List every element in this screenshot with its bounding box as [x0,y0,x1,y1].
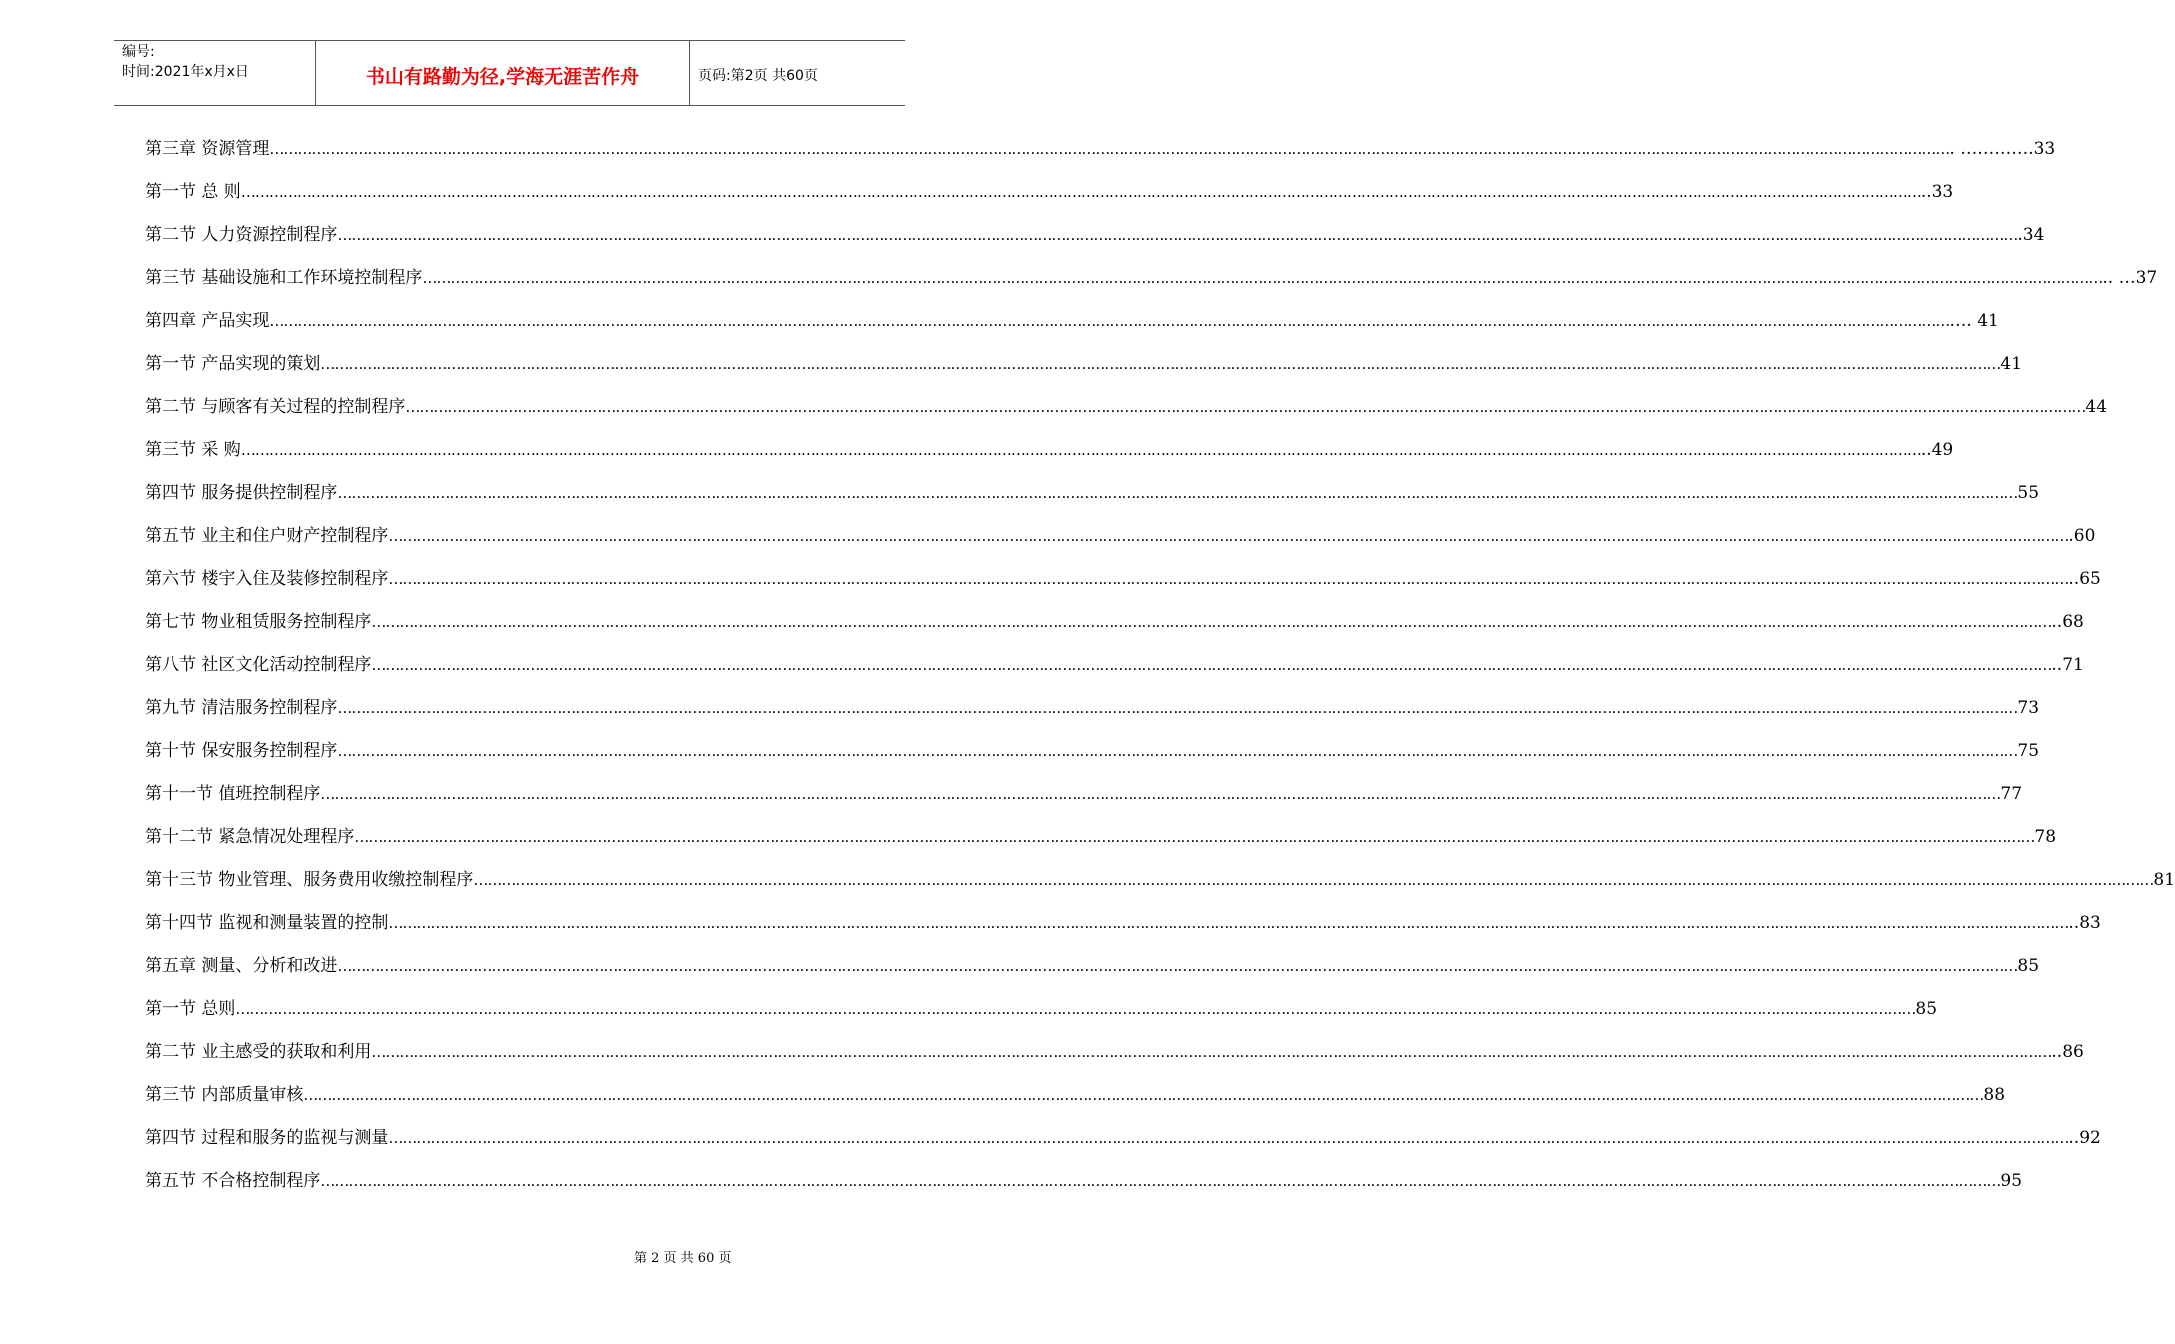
page-footer: 第 2 页 共 60 页 [634,1251,732,1266]
toc-leader-dots: ……………………………………………………………………………………………………………………………………………………………………………………………………………………………………………………………………………………………………………………………… [371,656,2052,674]
toc-entry-page: .60 [2068,526,2096,546]
toc-entry-page: ..71 [2051,655,2084,675]
toc-entry-page: ..86 [2051,1042,2084,1062]
toc-entry-page: 77 [2000,784,2023,804]
toc-entry-title: 第十一节 值班控制程序 [145,784,321,804]
toc-entry[interactable] [145,481,2040,505]
toc-leader-dots: ……………………………………………………………………………………………………………………………………………………………………………………………………………………………………………………………………………………………………………………………… [303,1086,1984,1104]
toc-entry[interactable] [145,610,2084,634]
toc-entry-title: 第一节 产品实现的策划 [145,354,321,374]
toc-entry-page: 44 [2085,397,2108,417]
toc-leader-dots: ……………………………………………………………………………………………………………………………………………………………………………………………………………………………………………………………………………………………………………………………… [388,527,2069,545]
toc-leader-dots: ……………………………………………………………………………………………………………………………………………………………………………………………………………………………………………………………………………………………………………………………… [320,355,2001,373]
toc-leader-dots: ……………………………………………………………………………………………………………………………………………………………………………………………………………………………………………………………………………………………………………………………… [371,1043,2052,1061]
toc-entry-title: 第五章 测量、分析和改进 [145,956,338,976]
toc-leader-dots: ……………………………………………………………………………………………………………………………………………………………………………………………………………………………………………………………………………………………………………………………… [405,398,2086,416]
time-label: 时间:2021年x月x日 [122,64,249,80]
toc-leader-dots: ……………………………………………………………………………………………………………………………………………………………………………………………………………………………………………………………………………………………………………………………… [388,570,2069,588]
toc-entry[interactable] [145,911,2101,935]
toc-leader-dots: ……………………………………………………………………………………………………………………………………………………………………………………………………………………………………………………………………………………………………………………………… [320,785,2001,803]
toc-leader-dots: ……………………………………………………………………………………………………………………………………………………………………………………………………………………………………………………………………………………………………………………………… [269,140,1950,158]
toc-entry-title: 第十三节 物业管理、服务费用收缴控制程序 [145,870,474,890]
toc-entry-page: ..92 [2068,1128,2101,1148]
toc-leader-dots: ……………………………………………………………………………………………………………………………………………………………………………………………………………………………………………………………………………………………………………………………… [422,269,2103,287]
toc-entry[interactable] [145,954,2040,978]
toc-entry[interactable] [145,266,2158,290]
toc-entry-page: 85 [1915,999,1938,1019]
toc-entry-page: .34 [2017,225,2045,245]
toc-entry-title: 第三节 内部质量审核 [145,1085,304,1105]
toc-entry-title: 第三节 基础设施和工作环境控制程序 [145,268,423,288]
toc-entry-title: 第四章 产品实现 [145,311,270,331]
toc-entry-title: 第六节 楼宇入住及装修控制程序 [145,569,389,589]
toc-entry[interactable] [145,223,2045,247]
toc-entry[interactable] [145,653,2084,677]
toc-leader-dots: ……………………………………………………………………………………………………………………………………………………………………………………………………………………………………………………………………………………………………………………………… [320,1172,2001,1190]
toc-entry-title: 第一节 总则 [145,999,236,1019]
toc-entry-page: 73 [2017,698,2040,718]
toc-leader-dots: ……………………………………………………………………………………………………………………………………………………………………………………………………………………………………………………………………………………………………………………………… [388,914,2069,932]
toc-entry[interactable] [145,1083,2006,1107]
toc-entry-title: 第七节 物业租赁服务控制程序 [145,612,372,632]
toc-leader-dots: ……………………………………………………………………………………………………………………………………………………………………………………………………………………………………………………………………………………………………………………………… [473,871,2154,889]
toc-entry-page: 85 [2017,956,2040,976]
header-meta [114,41,316,105]
toc-entry-title: 第四节 过程和服务的监视与测量 [145,1128,389,1148]
toc-entry[interactable] [145,524,2096,548]
toc-entry-page: 95 [2000,1171,2023,1191]
toc-entry[interactable] [145,997,1938,1021]
toc-entry-page: ..33 [1920,182,1954,202]
toc-entry-page: . ………….33 [1949,139,2056,159]
toc-leader-dots: ……………………………………………………………………………………………………………………………………………………………………………………………………………………………………………………………………………………………………………………………… [337,957,2018,975]
toc-entry-title: 第十节 保安服务控制程序 [145,741,338,761]
toc-leader-dots: ……………………………………………………………………………………………………………………………………………………………………………………………………………………………………………………………………………………………………………………………… [337,484,2018,502]
toc-leader-dots: ……………………………………………………………………………………………………………………………………………………………………………………………………………………………………………………………………………………………………………………………… [269,312,1950,330]
toc-entry-title: 第三节 采 购 [145,440,241,460]
toc-entry-page: 75 [2017,741,2040,761]
toc-leader-dots: ……………………………………………………………………………………………………………………………………………………………………………………………………………………………………………………………………………………………………………………………… [235,1000,1916,1018]
toc-entry-title: 第三章 资源管理 [145,139,270,159]
toc-entry-page: ..83 [2068,913,2101,933]
toc-entry[interactable] [145,395,2108,419]
toc-entry-title: 第一节 总 则 [145,182,241,202]
header-page-info: 页码:第2页 共60页 [698,68,818,84]
toc-leader-dots: ……………………………………………………………………………………………………………………………………………………………………………………………………………………………………………………………………………………………………………………………… [354,828,2035,846]
toc-entry[interactable] [145,137,2056,161]
toc-leader-dots: ……………………………………………………………………………………………………………………………………………………………………………………………………………………………………………………………………………………………………………………………… [337,699,2018,717]
toc-entry-title: 第二节 与顾客有关过程的控制程序 [145,397,406,417]
toc-leader-dots: ……………………………………………………………………………………………………………………………………………………………………………………………………………………………………………………………………………………………………………………………… [240,183,1921,201]
toc-entry-page: ..68 [2051,612,2084,632]
toc-entry[interactable] [145,696,2040,720]
toc-entry-title: 第四节 服务提供控制程序 [145,483,338,503]
toc-entry[interactable] [145,825,2057,849]
toc-entry-title: 第二节 人力资源控制程序 [145,225,338,245]
toc-leader-dots: ……………………………………………………………………………………………………………………………………………………………………………………………………………………………………………………………………………………………………………………………… [240,441,1921,459]
toc-entry-title: 第十四节 监视和测量装置的控制 [145,913,389,933]
toc-entry[interactable] [145,1040,2084,1064]
page-header [114,40,905,106]
toc-entry-page: 78 [2034,827,2057,847]
toc-leader-dots: ……………………………………………………………………………………………………………………………………………………………………………………………………………………………………………………………………………………………………………………………… [337,226,2018,244]
toc-entry[interactable] [145,438,1954,462]
toc-leader-dots: ……………………………………………………………………………………………………………………………………………………………………………………………………………………………………………………………………………………………………………………………… [337,742,2018,760]
toc-entry-page: 88 [1983,1085,2006,1105]
toc-entry-page: ..49 [1920,440,1954,460]
toc-entry[interactable] [145,180,1954,204]
serial-label: 编号: [122,44,155,60]
toc-entry[interactable] [145,739,2040,763]
toc-leader-dots: ……………………………………………………………………………………………………………………………………………………………………………………………………………………………………………………………………………………………………………………………… [371,613,2052,631]
header-motto: 书山有路勤为径,学海无涯苦作舟 [316,41,690,105]
toc-entry-title: 第二节 业主感受的获取和利用 [145,1042,372,1062]
toc-entry[interactable] [145,1126,2101,1150]
toc-entry-page: 41 [2000,354,2023,374]
toc-entry-page: ..65 [2068,569,2101,589]
toc-entry[interactable] [145,868,2175,892]
toc-entry-title: 第八节 社区文化活动控制程序 [145,655,372,675]
toc-entry[interactable] [145,782,2023,806]
toc-entry[interactable] [145,352,2023,376]
toc-entry[interactable] [145,309,1999,333]
toc-entry-title: 第十二节 紧急情况处理程序 [145,827,355,847]
toc-entry[interactable] [145,1169,2023,1193]
toc-entry-page: .. …37 [2102,268,2158,288]
toc-entry[interactable] [145,567,2101,591]
toc-entry-page: 81 [2153,870,2175,890]
toc-entry-page: …. 41 [1949,311,1999,331]
toc-entry-page: 55 [2017,483,2040,503]
toc-entry-title: 第九节 清洁服务控制程序 [145,698,338,718]
toc-entry-title: 第五节 不合格控制程序 [145,1171,321,1191]
toc-leader-dots: ……………………………………………………………………………………………………………………………………………………………………………………………………………………………………………………………………………………………………………………………… [388,1129,2069,1147]
toc-entry-title: 第五节 业主和住户财产控制程序 [145,526,389,546]
